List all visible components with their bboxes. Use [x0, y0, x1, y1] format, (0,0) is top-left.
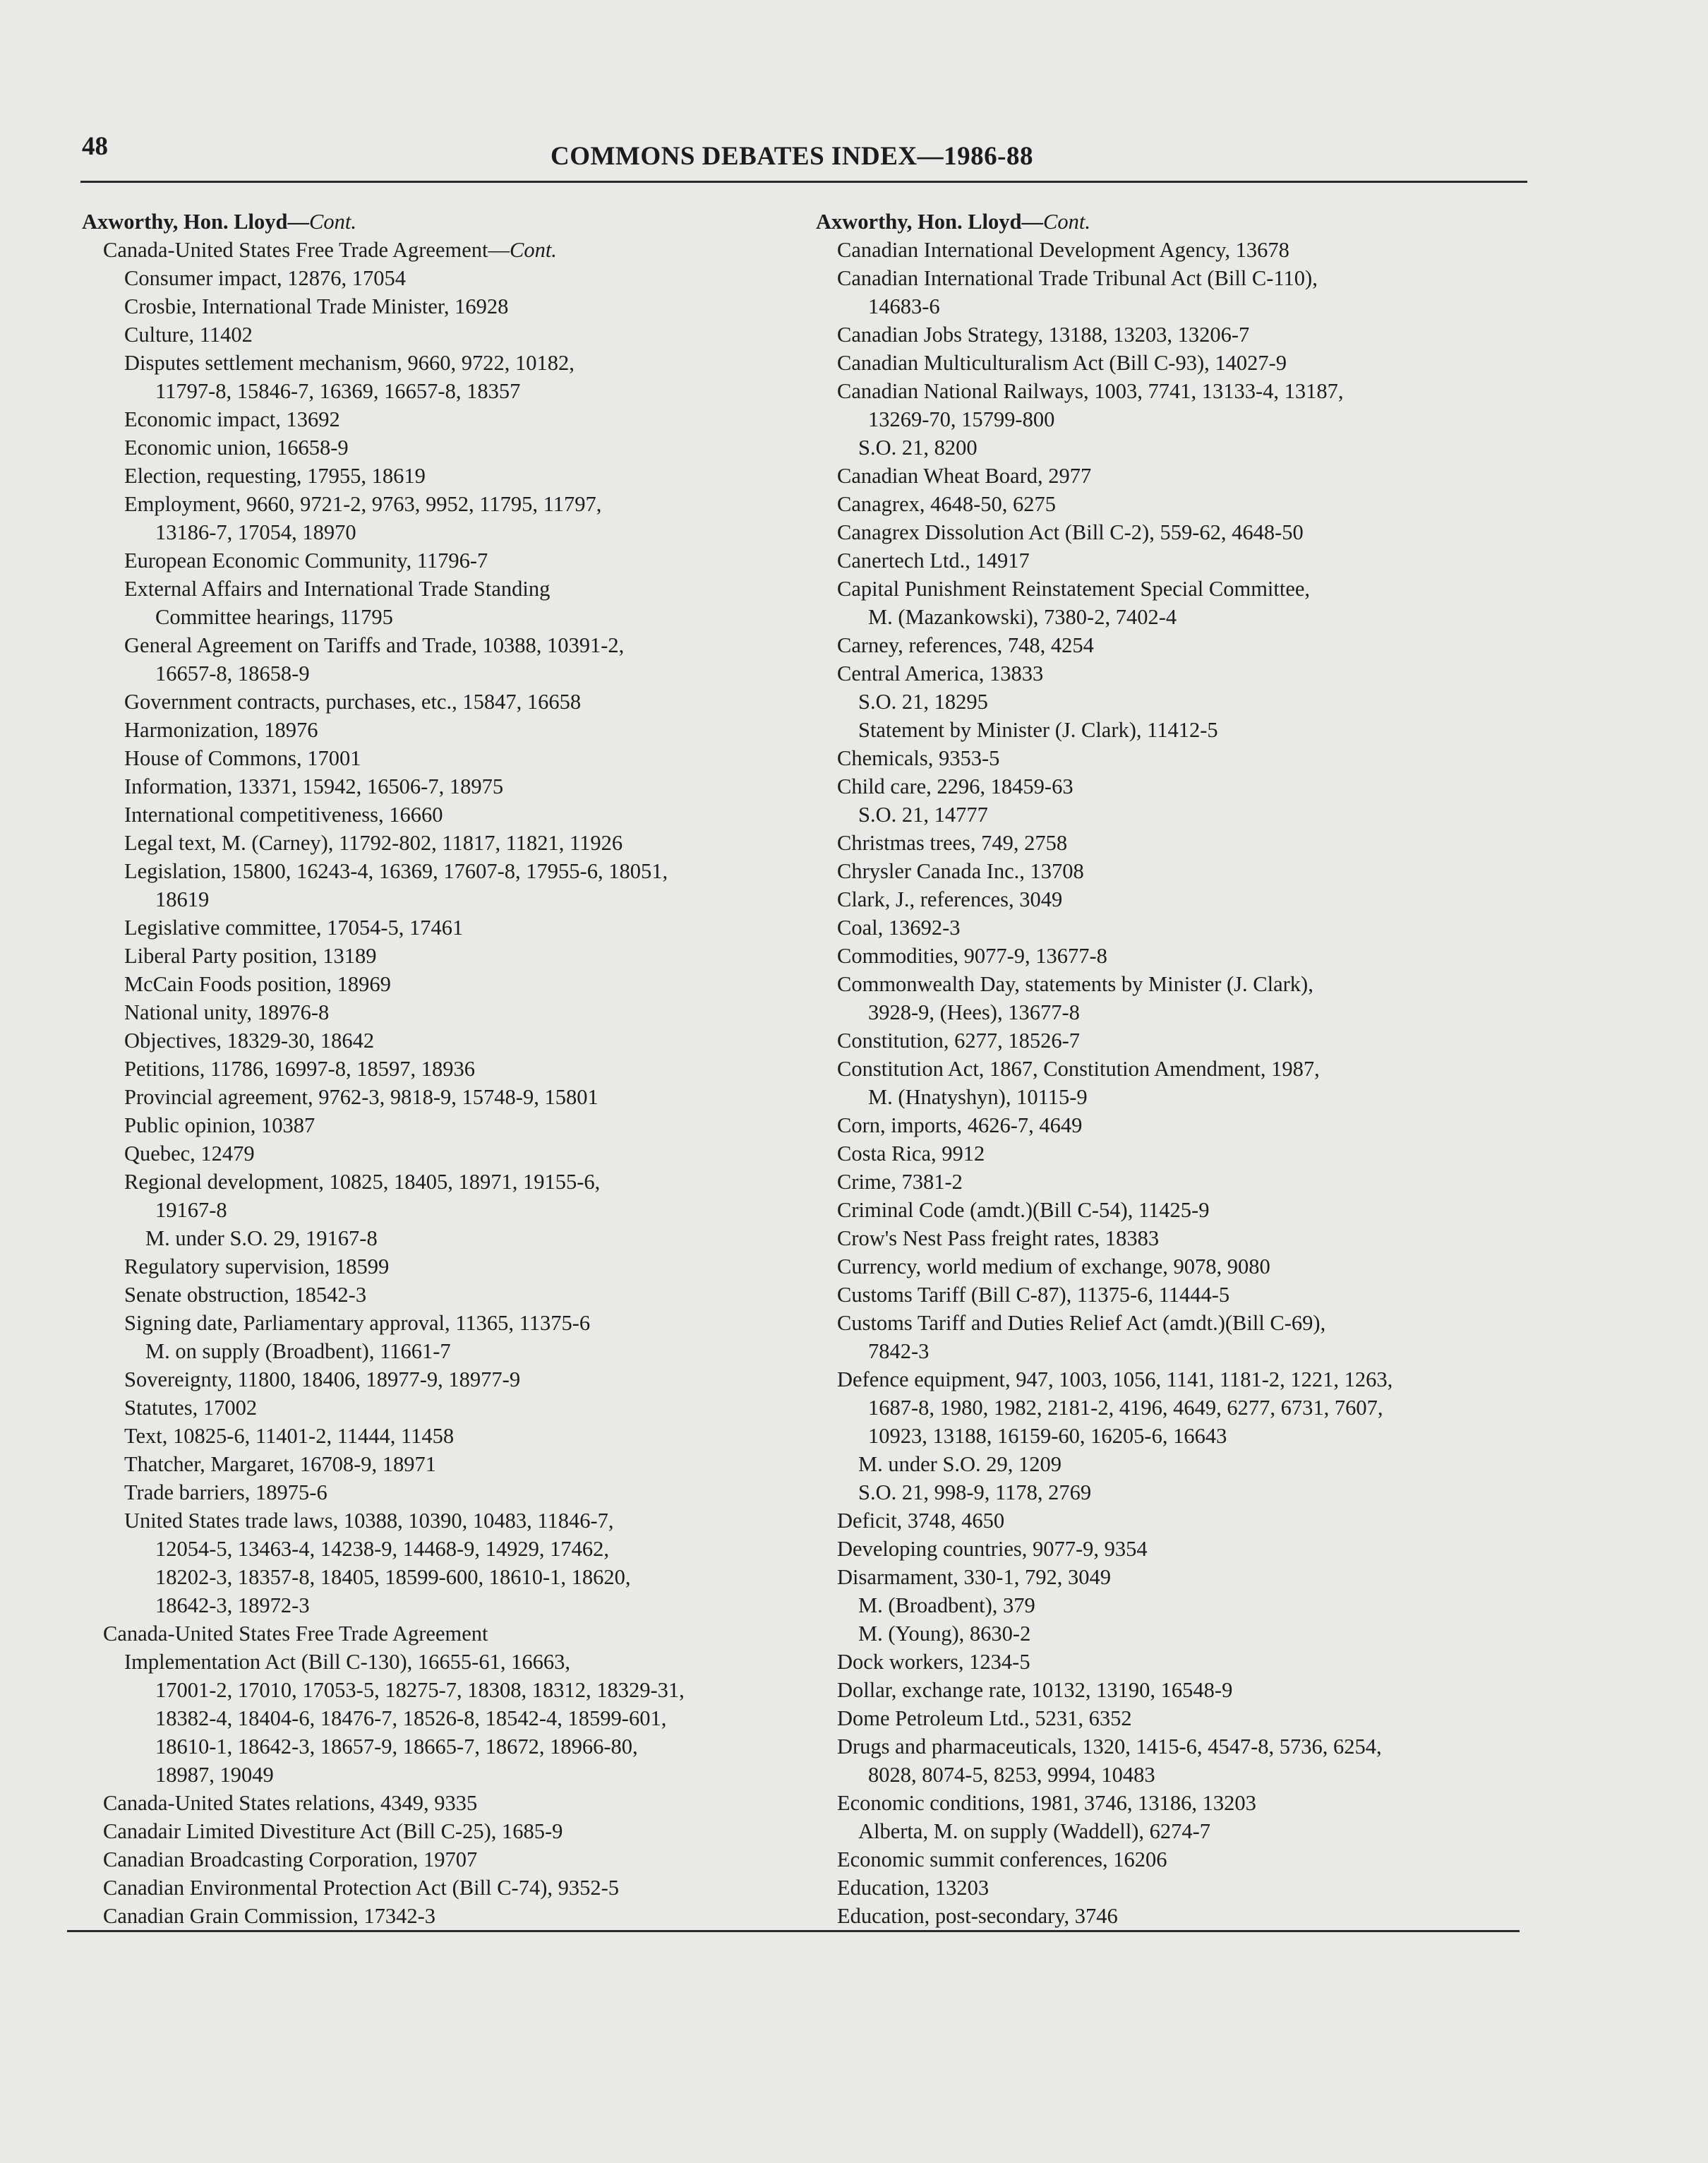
entry-line: Harmonization, 18976: [124, 718, 318, 742]
entry-line: Carney, references, 748, 4254: [837, 633, 1094, 657]
entry-line: Thatcher, Margaret, 16708-9, 18971: [124, 1452, 437, 1476]
index-entry: [816, 1845, 1522, 1874]
index-entry: [82, 970, 788, 998]
index-entry: [816, 490, 1522, 518]
entry-line: Information, 13371, 15942, 16506-7, 18975: [124, 774, 504, 798]
entry-continuation-line: 10923, 13188, 16159-60, 16205-6, 16643: [868, 1424, 1227, 1448]
entry-line: Economic union, 16658-9: [124, 436, 349, 460]
entry-line: Canadian Broadcasting Corporation, 19707: [103, 1847, 478, 1871]
index-entry: [816, 546, 1522, 575]
index-entry: [82, 1026, 788, 1055]
entry-continuation-line: 18382-4, 18404-6, 18476-7, 18526-8, 18542-4, 18599-601,: [155, 1706, 667, 1730]
entry-line: Canadair Limited Divestiture Act (Bill C-25), 1685-9: [103, 1819, 563, 1843]
index-entry: [816, 462, 1522, 490]
entry-line: Public opinion, 10387: [124, 1113, 315, 1137]
index-entry: [816, 1168, 1522, 1196]
entry-line: Canadian Grain Commission, 17342-3: [103, 1904, 436, 1928]
entry-line: Commodities, 9077-9, 13677-8: [837, 944, 1107, 968]
index-entry: [82, 546, 788, 575]
entry-line: Constitution Act, 1867, Constitution Amendment, 1987,: [837, 1057, 1320, 1081]
entry-line: Economic conditions, 1981, 3746, 13186, 13203: [837, 1791, 1256, 1815]
entry-continuation-line: M. (Mazankowski), 7380-2, 7402-4: [868, 605, 1177, 629]
index-entry: [82, 801, 788, 829]
entry-line: External Affairs and International Trade Standing: [124, 577, 551, 601]
entry-line: Economic summit conferences, 16206: [837, 1847, 1167, 1871]
entry-line: Crosbie, International Trade Minister, 16928: [124, 294, 509, 318]
index-entry: [82, 405, 788, 433]
entry-line: Criminal Code (amdt.)(Bill C-54), 11425-9: [837, 1198, 1210, 1222]
index-entry: [816, 631, 1522, 659]
entry-line: International competitiveness, 16660: [124, 803, 443, 827]
index-entry: [816, 688, 1522, 716]
entry-line: M. (Young), 8630-2: [858, 1622, 1031, 1646]
entry-line: S.O. 21, 14777: [858, 803, 988, 827]
heading-cont: Cont.: [309, 210, 356, 234]
entry-line: Canadian Environmental Protection Act (Bill C-74), 9352-5: [103, 1876, 620, 1900]
entry-line: Election, requesting, 17955, 18619: [124, 464, 426, 488]
index-entry: [816, 1902, 1522, 1930]
index-entry: [816, 575, 1522, 631]
entry-line: Disarmament, 330-1, 792, 3049: [837, 1565, 1111, 1589]
index-entry: [816, 659, 1522, 688]
entry-text: Canada-United States Free Trade Agreement—: [103, 238, 510, 262]
index-entry: [816, 1055, 1522, 1111]
entry-line: Canagrex Dissolution Act (Bill C-2), 559-62, 4648-50: [837, 520, 1304, 544]
entry-continuation-line: 18987, 19049: [155, 1763, 274, 1787]
entry-line: Canada-United States relations, 4349, 9335: [103, 1791, 478, 1815]
index-entry: [82, 1648, 788, 1789]
entry-line: McCain Foods position, 18969: [124, 972, 391, 996]
entry-line: Clark, J., references, 3049: [837, 887, 1063, 911]
index-entry: [816, 1704, 1522, 1732]
index-entry: [82, 1224, 788, 1252]
index-entry: [82, 1619, 788, 1648]
index-entry: [816, 1309, 1522, 1365]
entry-line: Coal, 13692-3: [837, 916, 961, 940]
entry-line: Signing date, Parliamentary approval, 11365, 11375-6: [124, 1311, 591, 1335]
index-entry: [82, 772, 788, 801]
index-entry: [816, 1535, 1522, 1563]
index-entry: [82, 1083, 788, 1111]
index-entry: [82, 575, 788, 631]
index-entry: [816, 829, 1522, 857]
entry-line: Drugs and pharmaceuticals, 1320, 1415-6, 4547-8, 5736, 6254,: [837, 1734, 1382, 1758]
running-title: COMMONS DEBATES INDEX—1986-88: [551, 142, 1033, 171]
entry-line: Statement by Minister (J. Clark), 11412-5: [858, 718, 1218, 742]
entry-list: [816, 236, 1522, 1930]
index-entry: [82, 433, 788, 462]
entry-list: [82, 236, 788, 1930]
index-entry: [816, 1196, 1522, 1224]
entry-line: M. under S.O. 29, 19167-8: [145, 1226, 378, 1250]
index-entry: [816, 1732, 1522, 1789]
entry-line: Customs Tariff and Duties Relief Act (amdt.)(Bill C-69),: [837, 1311, 1326, 1335]
footer-rule: [67, 1930, 1520, 1932]
index-entry: [816, 913, 1522, 942]
entry-line: Legislation, 15800, 16243-4, 16369, 17607-8, 17955-6, 18051,: [124, 859, 668, 883]
index-entry: [82, 1874, 788, 1902]
index-entry: [816, 1591, 1522, 1619]
entry-continuation-line: M. (Hnatyshyn), 10115-9: [868, 1085, 1088, 1109]
entry-continuation-line: 18619: [155, 887, 210, 911]
index-entry: [82, 1845, 788, 1874]
entry-line: Regulatory supervision, 18599: [124, 1254, 390, 1278]
index-entry: [816, 1026, 1522, 1055]
index-entry: [816, 1111, 1522, 1139]
index-entry: [82, 744, 788, 772]
entry-line: Chemicals, 9353-5: [837, 746, 1000, 770]
entry-line: Canadian Jobs Strategy, 13188, 13203, 13206-7: [837, 323, 1250, 347]
entry-line: National unity, 18976-8: [124, 1000, 330, 1024]
entry-continuation-line: 18202-3, 18357-8, 18405, 18599-600, 18610-1, 18620,: [155, 1565, 631, 1589]
index-entry: [82, 1789, 788, 1817]
index-entry: [816, 970, 1522, 1026]
entry-continuation-line: 16657-8, 18658-9: [155, 661, 310, 685]
index-entry: [816, 1252, 1522, 1281]
index-entry: [816, 801, 1522, 829]
entry-line: Developing countries, 9077-9, 9354: [837, 1537, 1148, 1561]
index-entry: [82, 1902, 788, 1930]
heading-name: Axworthy, Hon. Lloyd—: [82, 210, 309, 234]
entry-line: Canada-United States Free Trade Agreement: [103, 1622, 488, 1646]
index-entry: [816, 1139, 1522, 1168]
index-entry: [816, 1506, 1522, 1535]
index-entry: [816, 320, 1522, 349]
entry-line: Dome Petroleum Ltd., 5231, 6352: [837, 1706, 1132, 1730]
index-entry: [816, 518, 1522, 546]
entry-line: Deficit, 3748, 4650: [837, 1509, 1005, 1533]
index-entry: [816, 885, 1522, 913]
entry-line: House of Commons, 17001: [124, 746, 361, 770]
entry-line: Canadian International Trade Tribunal Act (Bill C-110),: [837, 266, 1318, 290]
entry-line: Legislative committee, 17054-5, 17461: [124, 916, 464, 940]
entry-line: Child care, 2296, 18459-63: [837, 774, 1073, 798]
entry-line: Education, 13203: [837, 1876, 990, 1900]
index-entry: [816, 1563, 1522, 1591]
index-entry: [816, 1874, 1522, 1902]
entry-line: Consumer impact, 12876, 17054: [124, 266, 407, 290]
index-entry: [816, 1365, 1522, 1450]
entry-line: Canagrex, 4648-50, 6275: [837, 492, 1057, 516]
entry-line: Canertech Ltd., 14917: [837, 549, 1030, 573]
entry-continuation-line: 11797-8, 15846-7, 16369, 16657-8, 18357: [155, 379, 521, 403]
index-entry: [82, 688, 788, 716]
entry-line: Senate obstruction, 18542-3: [124, 1283, 367, 1307]
index-entry: [82, 264, 788, 292]
entry-continuation-line: 18642-3, 18972-3: [155, 1593, 310, 1617]
entry-line: Canadian Wheat Board, 2977: [837, 464, 1092, 488]
index-entry: [82, 942, 788, 970]
page-number: 48: [82, 132, 108, 161]
entry-line: M. under S.O. 29, 1209: [858, 1452, 1062, 1476]
left-column: [82, 208, 788, 1930]
index-entry: [816, 349, 1522, 377]
entry-line: Canadian National Railways, 1003, 7741, 13133-4, 13187,: [837, 379, 1344, 403]
entry-line: Chrysler Canada Inc., 13708: [837, 859, 1084, 883]
index-entry: [82, 1252, 788, 1281]
index-entry: [816, 772, 1522, 801]
entry-line: Disputes settlement mechanism, 9660, 9722, 10182,: [124, 351, 575, 375]
entry-line: Petitions, 11786, 16997-8, 18597, 18936: [124, 1057, 476, 1081]
index-entry: [82, 1506, 788, 1619]
index-entry: [816, 1619, 1522, 1648]
entry-line: Commonwealth Day, statements by Minister (J. Clark),: [837, 972, 1313, 996]
entry-line: Implementation Act (Bill C-130), 16655-61, 16663,: [124, 1650, 570, 1674]
entry-line: Culture, 11402: [124, 323, 253, 347]
index-entry: [82, 1365, 788, 1394]
index-entry: [82, 1111, 788, 1139]
entry-line: S.O. 21, 8200: [858, 436, 978, 460]
index-entry: [82, 1281, 788, 1309]
heading-name: Axworthy, Hon. Lloyd—: [816, 210, 1043, 234]
index-entry: [816, 1450, 1522, 1478]
index-entry: [82, 462, 788, 490]
index-entry: [816, 1789, 1522, 1817]
index-entry: [82, 1309, 788, 1337]
index-entry: [82, 829, 788, 857]
index-entry: [816, 1478, 1522, 1506]
entry-continuation-line: 19167-8: [155, 1198, 227, 1222]
entry-line: Costa Rica, 9912: [837, 1142, 985, 1166]
entry-continuation-line: 8028, 8074-5, 8253, 9994, 10483: [868, 1763, 1155, 1787]
column-heading: [82, 208, 788, 236]
entry-continuation-line: 14683-6: [868, 294, 940, 318]
heading-cont: Cont.: [1043, 210, 1090, 234]
index-entry: [82, 236, 788, 264]
entry-line: Dock workers, 1234-5: [837, 1650, 1030, 1674]
entry-line: Canadian International Development Agency, 13678: [837, 238, 1289, 262]
entry-line: European Economic Community, 11796-7: [124, 549, 488, 573]
entry-line: Canadian Multiculturalism Act (Bill C-93), 14027-9: [837, 351, 1287, 375]
entry-line: Corn, imports, 4626-7, 4649: [837, 1113, 1083, 1137]
index-entry: [82, 292, 788, 320]
entry-line: Provincial agreement, 9762-3, 9818-9, 15748-9, 15801: [124, 1085, 599, 1109]
entry-line: S.O. 21, 18295: [858, 690, 988, 714]
entry-continuation-line: 1687-8, 1980, 1982, 2181-2, 4196, 4649, 6277, 6731, 7607,: [868, 1396, 1383, 1420]
index-entry: [82, 1337, 788, 1365]
entry-continuation-line: 12054-5, 13463-4, 14238-9, 14468-9, 14929, 17462,: [155, 1537, 610, 1561]
entry-line: Christmas trees, 749, 2758: [837, 831, 1068, 855]
entry-line: Text, 10825-6, 11401-2, 11444, 11458: [124, 1424, 455, 1448]
entry-line: Liberal Party position, 13189: [124, 944, 377, 968]
entry-continuation-line: 17001-2, 17010, 17053-5, 18275-7, 18308, 18312, 18329-31,: [155, 1678, 685, 1702]
entry-continuation-line: 13186-7, 17054, 18970: [155, 520, 356, 544]
entry-line: Employment, 9660, 9721-2, 9763, 9952, 11795, 11797,: [124, 492, 602, 516]
index-entry: [82, 913, 788, 942]
index-entry: [82, 857, 788, 913]
index-entry: [82, 1168, 788, 1224]
entry-continuation-line: 7842-3: [868, 1339, 930, 1363]
entry-cont: Cont.: [509, 238, 557, 262]
entry-line: M. (Broadbent), 379: [858, 1593, 1035, 1617]
entry-line: Sovereignty, 11800, 18406, 18977-9, 18977-9: [124, 1367, 521, 1391]
index-entry: [816, 942, 1522, 970]
entry-line: Capital Punishment Reinstatement Special Committee,: [837, 577, 1311, 601]
index-entry: [816, 1676, 1522, 1704]
index-entry: [82, 716, 788, 744]
index-entry: [82, 998, 788, 1026]
entry-line: Crow's Nest Pass freight rates, 18383: [837, 1226, 1160, 1250]
index-entry: [82, 1817, 788, 1845]
entry-line: Alberta, M. on supply (Waddell), 6274-7: [858, 1819, 1211, 1843]
index-entry: [82, 1394, 788, 1422]
entry-continuation-line: 18610-1, 18642-3, 18657-9, 18665-7, 18672, 18966-80,: [155, 1734, 638, 1758]
entry-line: Quebec, 12479: [124, 1142, 255, 1166]
index-entry: [82, 349, 788, 405]
index-entry: [82, 320, 788, 349]
index-entry: [816, 264, 1522, 320]
index-entry: [816, 716, 1522, 744]
index-entry: [82, 631, 788, 688]
index-entry: [816, 1224, 1522, 1252]
index-entry: [82, 490, 788, 546]
entry-line: Government contracts, purchases, etc., 15847, 16658: [124, 690, 582, 714]
entry-continuation-line: 13269-70, 15799-800: [868, 407, 1055, 431]
entry-continuation-line: 3928-9, (Hees), 13677-8: [868, 1000, 1080, 1024]
index-entry: [816, 1648, 1522, 1676]
entry-line: Objectives, 18329-30, 18642: [124, 1029, 375, 1053]
entry-line: Trade barriers, 18975-6: [124, 1480, 327, 1504]
index-entry: [816, 857, 1522, 885]
entry-line: Currency, world medium of exchange, 9078, 9080: [837, 1254, 1270, 1278]
index-entry: [82, 1422, 788, 1450]
entry-line: General Agreement on Tariffs and Trade, 10388, 10391-2,: [124, 633, 625, 657]
entry-line: M. on supply (Broadbent), 11661-7: [145, 1339, 451, 1363]
index-entry: [816, 1281, 1522, 1309]
entry-line: Constitution, 6277, 18526-7: [837, 1029, 1080, 1053]
index-entry: [82, 1055, 788, 1083]
entry-line: Education, post-secondary, 3746: [837, 1904, 1118, 1928]
right-column: [816, 208, 1522, 1930]
entry-line: Legal text, M. (Carney), 11792-802, 11817, 11821, 11926: [124, 831, 623, 855]
index-entry: [816, 433, 1522, 462]
entry-line: United States trade laws, 10388, 10390, 10483, 11846-7,: [124, 1509, 614, 1533]
entry-line: Customs Tariff (Bill C-87), 11375-6, 11444-5: [837, 1283, 1230, 1307]
entry-line: [103, 236, 788, 264]
entry-line: S.O. 21, 998-9, 1178, 2769: [858, 1480, 1092, 1504]
index-entry: [816, 377, 1522, 433]
entry-line: Statutes, 17002: [124, 1396, 258, 1420]
entry-line: Dollar, exchange rate, 10132, 13190, 16548-9: [837, 1678, 1233, 1702]
entry-line: Defence equipment, 947, 1003, 1056, 1141, 1181-2, 1221, 1263,: [837, 1367, 1393, 1391]
entry-line: Regional development, 10825, 18405, 18971, 19155-6,: [124, 1170, 601, 1194]
index-entry: [82, 1139, 788, 1168]
entry-line: Central America, 13833: [837, 661, 1044, 685]
index-entry: [816, 236, 1522, 264]
header-rule: [80, 181, 1527, 183]
entry-line: Crime, 7381-2: [837, 1170, 963, 1194]
index-entry: [816, 1817, 1522, 1845]
entry-line: Economic impact, 13692: [124, 407, 340, 431]
index-entry: [82, 1450, 788, 1478]
column-heading: [816, 208, 1522, 236]
index-entry: [816, 744, 1522, 772]
entry-continuation-line: Committee hearings, 11795: [155, 605, 393, 629]
index-entry: [82, 1478, 788, 1506]
